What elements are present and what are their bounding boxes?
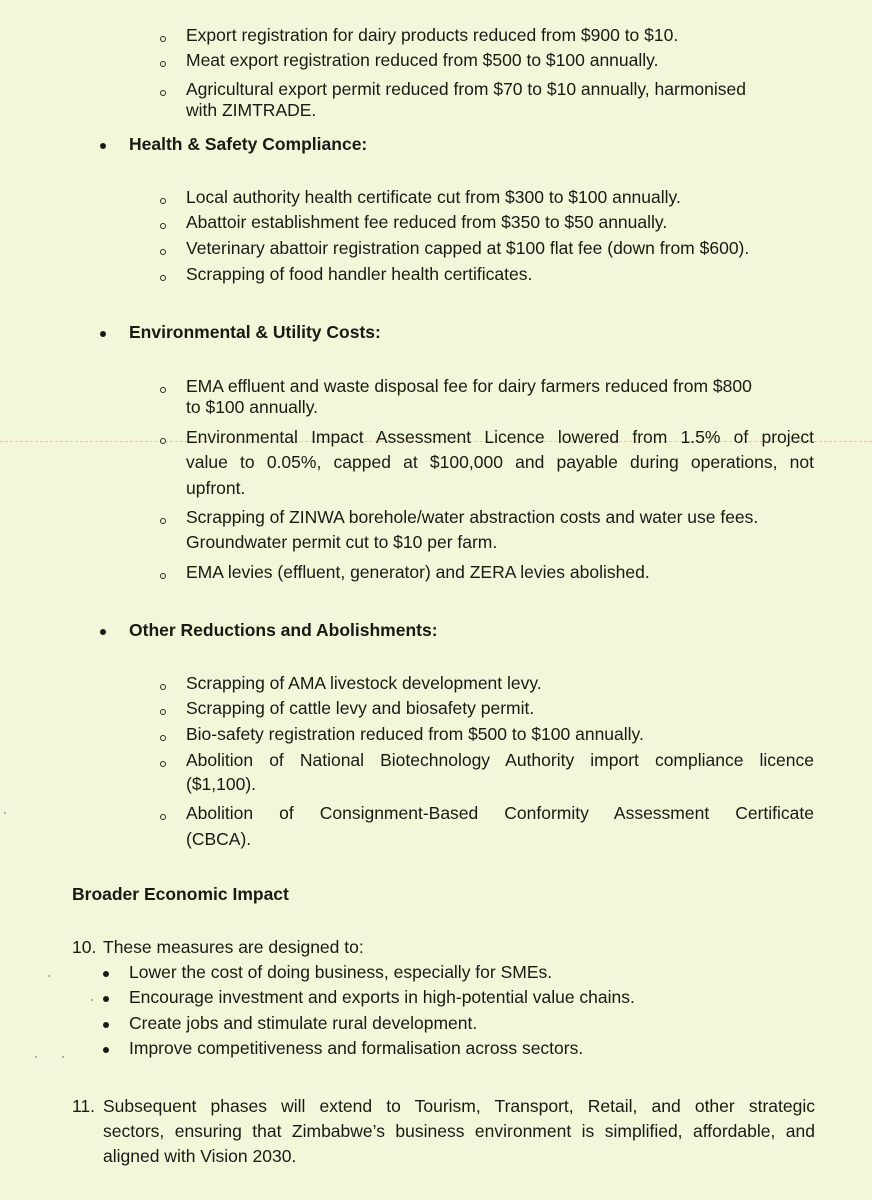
circle-bullet-icon [160, 438, 166, 444]
section-heading-impact: Broader Economic Impact [72, 884, 289, 904]
paragraph-text: aligned with Vision 2030. [103, 1146, 297, 1166]
circle-bullet-icon [160, 90, 166, 96]
bullet-icon [100, 629, 106, 635]
list-item: Bio-safety registration reduced from $500 to $100 annually. [186, 724, 644, 744]
list-item-continuation: with ZIMTRADE. [186, 100, 317, 120]
circle-bullet-icon [160, 36, 166, 42]
list-item: Scrapping of cattle levy and biosafety permit. [186, 698, 535, 718]
speck [62, 1056, 64, 1058]
list-item: EMA levies (effluent, generator) and ZERA levies abolished. [186, 562, 650, 582]
list-item: Abolition of Consignment-Based Conformity Assessment Certificate [186, 803, 814, 823]
circle-bullet-icon [160, 684, 166, 690]
section-heading-other: Other Reductions and Abolishments: [129, 620, 438, 640]
bullet-icon [103, 971, 109, 977]
list-item: Meat export registration reduced from $500 to $100 annually. [186, 50, 659, 70]
bullet-icon [100, 331, 106, 337]
list-item: Export registration for dairy products reduced from $900 to $10. [186, 25, 679, 45]
circle-bullet-icon [160, 61, 166, 67]
list-item-continuation: to $100 annually. [186, 397, 319, 417]
section-heading-environment: Environmental & Utility Costs: [129, 322, 381, 342]
list-item: Agricultural export permit reduced from $70 to $10 annually, harmonised [186, 79, 746, 99]
list-item: Lower the cost of doing business, especially for SMEs. [129, 962, 553, 982]
section-heading-health: Health & Safety Compliance: [129, 134, 368, 154]
paragraph-text: sectors, ensuring that Zimbabwe’s business environment is simplified, affordable, and [103, 1121, 815, 1141]
list-item-continuation: (CBCA). [186, 829, 252, 849]
circle-bullet-icon [160, 735, 166, 741]
speck [35, 1056, 37, 1058]
bullet-icon [100, 143, 106, 149]
list-item-continuation: ($1,100). [186, 774, 257, 794]
paragraph-text: Subsequent phases will extend to Tourism, Transport, Retail, and other strategic [103, 1096, 815, 1116]
paragraph-number: 11. [72, 1096, 96, 1116]
circle-bullet-icon [160, 814, 166, 820]
list-item: Environmental Impact Assessment Licence lowered from 1.5% of project [186, 427, 814, 447]
speck [4, 812, 6, 814]
list-item: Veterinary abattoir registration capped at $100 flat fee (down from $600). [186, 238, 750, 258]
bullet-icon [103, 996, 109, 1002]
circle-bullet-icon [160, 223, 166, 229]
circle-bullet-icon [160, 573, 166, 579]
list-item-continuation: upfront. [186, 478, 246, 498]
list-item: EMA effluent and waste disposal fee for dairy farmers reduced from $800 [186, 376, 752, 396]
speck [48, 975, 50, 977]
list-item: Local authority health certificate cut from $300 to $100 annually. [186, 187, 681, 207]
list-item: Scrapping of AMA livestock development levy. [186, 673, 542, 693]
list-item-continuation: Groundwater permit cut to $10 per farm. [186, 532, 498, 552]
list-item: Create jobs and stimulate rural development. [129, 1013, 478, 1033]
circle-bullet-icon [160, 198, 166, 204]
paragraph-number: 10. [72, 937, 97, 957]
circle-bullet-icon [160, 709, 166, 715]
circle-bullet-icon [160, 518, 166, 524]
circle-bullet-icon [160, 761, 166, 767]
paragraph-text: These measures are designed to: [103, 937, 364, 957]
list-item: Improve competitiveness and formalisation across sectors. [129, 1038, 584, 1058]
list-item-continuation: value to 0.05%, capped at $100,000 and payable during operations, not [186, 452, 814, 472]
circle-bullet-icon [160, 249, 166, 255]
bullet-icon [103, 1022, 109, 1028]
list-item: Encourage investment and exports in high-potential value chains. [129, 987, 635, 1007]
list-item: Scrapping of food handler health certificates. [186, 264, 533, 284]
list-item: Abattoir establishment fee reduced from $350 to $50 annually. [186, 212, 668, 232]
speck [91, 999, 93, 1001]
circle-bullet-icon [160, 387, 166, 393]
circle-bullet-icon [160, 275, 166, 281]
list-item: Scrapping of ZINWA borehole/water abstraction costs and water use fees. [186, 507, 759, 527]
list-item: Abolition of National Biotechnology Authority import compliance licence [186, 750, 814, 770]
bullet-icon [103, 1047, 109, 1053]
